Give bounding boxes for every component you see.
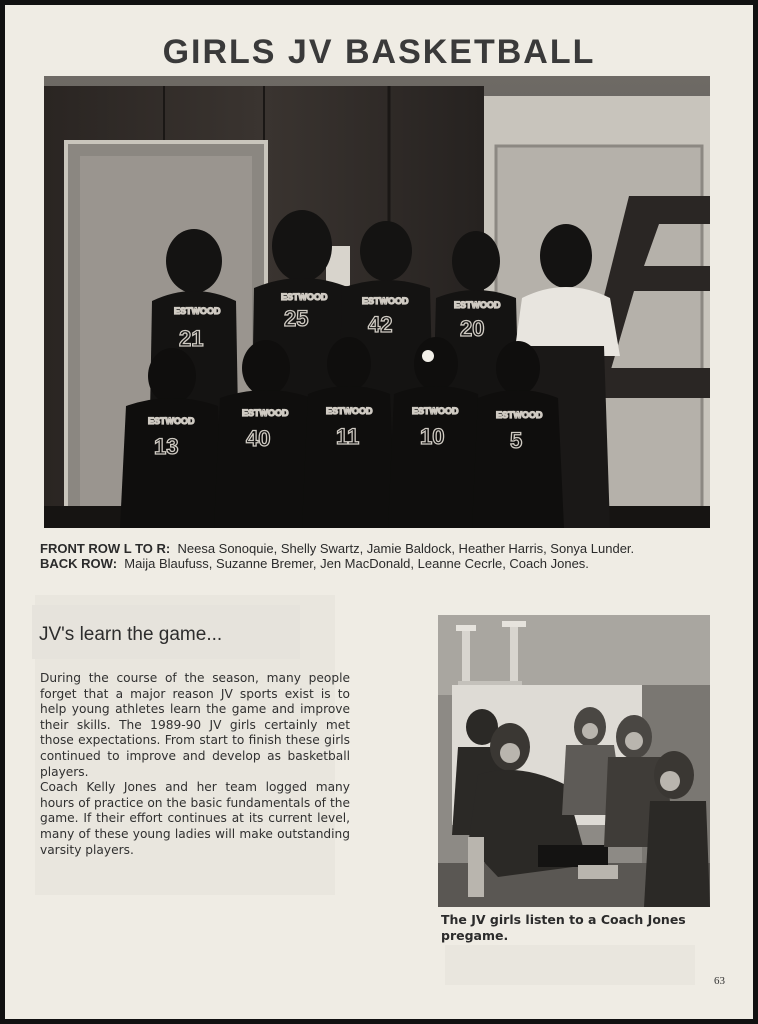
jersey-text: ESTWOOD xyxy=(326,406,373,416)
pregame-photo-caption: The JV girls listen to a Coach Jones pregame. xyxy=(441,912,686,943)
jersey-number: 13 xyxy=(154,434,179,459)
yearbook-page xyxy=(5,5,753,1019)
pregame-photo-illustration xyxy=(438,615,710,907)
article-paragraph: During the course of the season, many people forget that a major reason JV sports exist is to help young athletes learn the game and improve their skills. The 1989-90 JV girls certainly met those expectations. From start to finish these girls continued to improve and develop as basketball players. xyxy=(40,671,350,779)
jersey-text: ESTWOOD xyxy=(148,416,195,426)
back-row-label: BACK ROW: xyxy=(40,556,118,571)
page-number: 63 xyxy=(714,975,725,987)
pregame-photo xyxy=(438,615,710,907)
jersey-number: 5 xyxy=(510,428,523,453)
team-photo-caption xyxy=(40,541,720,571)
article-paragraph: Coach Kelly Jones and her team logged many hours of practice on the basic fundamentals of the game. If their effort continues at its current level, many of these young ladies will make outstanding varsity players. xyxy=(40,780,350,857)
jersey-number: 42 xyxy=(368,312,393,337)
jersey-text: ESTWOOD xyxy=(242,408,289,418)
jersey-number: 10 xyxy=(420,424,445,449)
front-row-label: FRONT ROW L TO R: xyxy=(40,541,171,556)
jersey-text: ESTWOOD xyxy=(362,296,409,306)
article-heading: JV's learn the game... xyxy=(39,624,223,645)
front-row-line xyxy=(40,541,720,556)
back-row-line xyxy=(40,556,720,571)
jersey-text: ESTWOOD xyxy=(454,300,501,310)
bleed-through-shade xyxy=(445,945,695,985)
jersey-number: 11 xyxy=(336,424,360,449)
jersey-number: 25 xyxy=(284,306,309,331)
jersey-number: 20 xyxy=(460,316,485,341)
back-row-names: Maija Blaufuss, Suzanne Bremer, Jen MacDonald, Leanne Cecrle, Coach Jones. xyxy=(124,556,589,571)
article-body xyxy=(40,671,350,858)
jersey-number: 40 xyxy=(246,426,271,451)
front-row-names: Neesa Sonoquie, Shelly Swartz, Jamie Baldock, Heather Harris, Sonya Lunder. xyxy=(177,541,635,556)
team-photo-illustration xyxy=(44,76,710,528)
jersey-text: ESTWOOD xyxy=(174,306,221,316)
jersey-number: 21 xyxy=(179,326,204,351)
jersey-text: ESTWOOD xyxy=(281,292,328,302)
jersey-text: ESTWOOD xyxy=(412,406,459,416)
team-photo xyxy=(44,76,710,528)
page-title: GIRLS JV BASKETBALL xyxy=(162,33,596,71)
jersey-text: ESTWOOD xyxy=(496,410,543,420)
